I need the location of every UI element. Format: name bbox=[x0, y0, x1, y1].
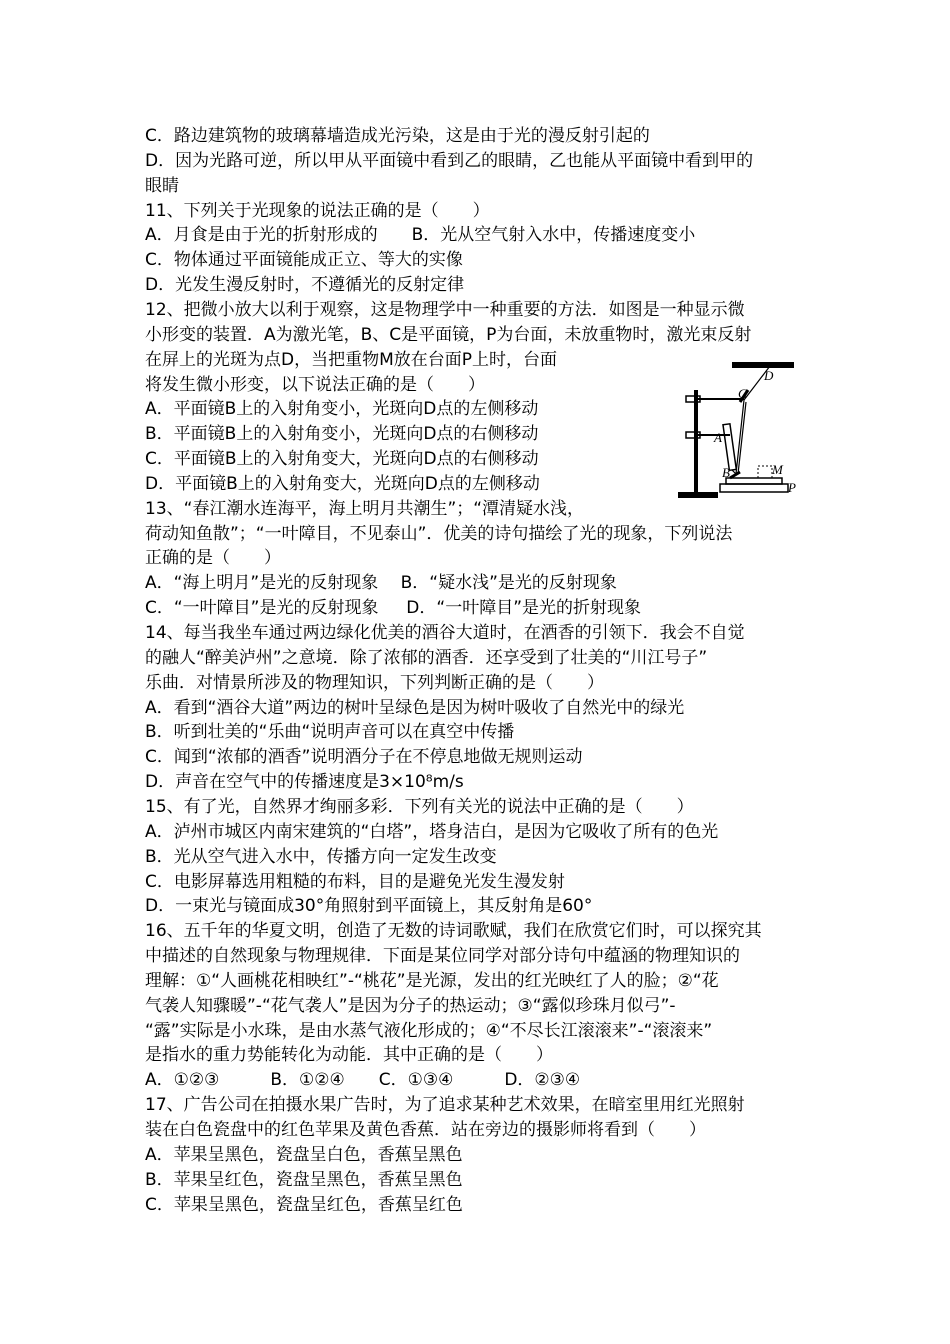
text-line: C．“一叶障目”是光的反射现象 D．“一叶障目”是光的折射现象 bbox=[145, 598, 641, 618]
text-line: A．平面镜B上的入射角变小，光斑向D点的左侧移动 bbox=[145, 399, 539, 419]
text-line: 正确的是（ ） bbox=[145, 548, 281, 568]
laser-ray-2 bbox=[738, 402, 746, 474]
text-line: 16、五千年的华夏文明，创造了无数的诗词歌赋，我们在欣赏它们时，可以探究其 bbox=[145, 921, 762, 941]
text-line: 中描述的自然现象与物理规律．下面是某位同学对部分诗句中蕴涵的物理知识的 bbox=[145, 946, 740, 966]
figure-label-a: A bbox=[714, 430, 722, 445]
text-line: B．光从空气进入水中，传播方向一定发生改变 bbox=[145, 847, 497, 867]
text-line: 气袭人知骤暖”-“花气袭人”是因为分子的热运动；③“露似珍珠月似弓”- bbox=[145, 996, 676, 1016]
text-line: B．听到壮美的“乐曲“说明声音可以在真空中传播 bbox=[145, 722, 515, 742]
table-top bbox=[726, 478, 782, 484]
text-line: C．物体通过平面镜能成正立、等大的实像 bbox=[145, 250, 463, 270]
screen-bar bbox=[732, 362, 794, 368]
text-line: 14、每当我坐车通过两边绿化优美的酒谷大道时，在酒香的引领下．我会不自觉 bbox=[145, 623, 745, 643]
text-line: 理解：①“人画桃花相映红”-“桃花”是光源，发出的红光映红了人的脸；②“花 bbox=[145, 971, 719, 991]
text-line: 小形变的装置．A为激光笔，B、C是平面镜，P为台面，未放重物时，激光束反射 bbox=[145, 325, 752, 345]
text-line: B．平面镜B上的入射角变小，光斑向D点的右侧移动 bbox=[145, 424, 539, 444]
text-line: D．平面镜B上的入射角变大，光斑向D点的左侧移动 bbox=[145, 474, 540, 494]
text-line: “露”实际是小水珠，是由水蒸气液化形成的；④“不尽长江滚滚来”-“滚滚来” bbox=[145, 1021, 713, 1041]
weight-m bbox=[758, 466, 772, 478]
text-line: C．苹果呈黑色，瓷盘呈红色，香蕉呈红色 bbox=[145, 1195, 463, 1215]
text-line: A．泸州市城区内南宋建筑的“白塔”，塔身洁白，是因为它吸收了所有的色光 bbox=[145, 822, 719, 842]
text-line: C．平面镜B上的入射角变大，光斑向D点的右侧移动 bbox=[145, 449, 539, 469]
text-line: 11、下列关于光现象的说法正确的是（ ） bbox=[145, 201, 490, 221]
figure-label-m: M bbox=[772, 462, 783, 477]
text-line: 荷动知鱼散”；“一叶障目，不见泰山”．优美的诗句描绘了光的现象，下列说法 bbox=[145, 524, 733, 544]
text-line: 13、“春江潮水连海平，海上明月共潮生”；“潭清疑水浅， bbox=[145, 499, 585, 519]
laser-apparatus-figure bbox=[660, 356, 810, 504]
text-line: A．苹果呈黑色，瓷盘呈白色，香蕉呈黑色 bbox=[145, 1145, 463, 1165]
text-line: A．月食是由于光的折射形成的 B．光从空气射入水中，传播速度变小 bbox=[145, 225, 696, 245]
text-line: 是指水的重力势能转化为动能．其中正确的是（ ） bbox=[145, 1045, 553, 1065]
table-p bbox=[720, 484, 788, 492]
laser-pen-a bbox=[723, 424, 736, 471]
text-line: 装在白色瓷盘中的红色苹果及黄色香蕉．站在旁边的摄影师将看到（ ） bbox=[145, 1120, 706, 1140]
text-line: A．“海上明月”是光的反射现象 B．“疑水浅”是光的反射现象 bbox=[145, 573, 617, 593]
stand-pole bbox=[694, 390, 698, 494]
figure-label-d: D bbox=[764, 368, 774, 383]
text-line: D．光发生漫反射时，不遵循光的反射定律 bbox=[145, 275, 465, 295]
text-line: C．电影屏幕选用粗糙的布料，目的是避免光发生漫发射 bbox=[145, 872, 565, 892]
text-line: C．闻到“浓郁的酒香”说明酒分子在不停息地做无规则运动 bbox=[145, 747, 583, 767]
text-line: 的融人“醉美泸州”之意境．除了浓郁的酒香．还享受到了壮美的“川江号子” bbox=[145, 648, 708, 668]
text-line: D．声音在空气中的传播速度是3×10⁸m/s bbox=[145, 772, 464, 792]
text-line: 在屏上的光斑为点D，当把重物M放在台面P上时，台面 bbox=[145, 350, 558, 370]
text-line: 12、把微小放大以利于观察，这是物理学中一种重要的方法．如图是一种显示微 bbox=[145, 300, 745, 320]
text-line: 将发生微小形变，以下说法正确的是（ ） bbox=[145, 375, 485, 395]
text-line: D．一束光与镜面成30°角照射到平面镜上，其反射角是60° bbox=[145, 896, 593, 916]
figure-label-c: C bbox=[738, 386, 747, 401]
text-line: 15、有了光，自然界才绚丽多彩．下列有关光的说法中正确的是（ ） bbox=[145, 797, 694, 817]
figure-label-p: P bbox=[788, 480, 796, 495]
text-line: C．路边建筑物的玻璃幕墙造成光污染，这是由于光的漫反射引起的 bbox=[145, 126, 650, 146]
text-line: A．①②③ B．①②④ C．①③④ D．②③④ bbox=[145, 1070, 581, 1090]
figure-label-b: B bbox=[722, 465, 730, 480]
text-line: B．苹果呈红色，瓷盘呈黑色，香蕉呈黑色 bbox=[145, 1170, 463, 1190]
text-line: 眼睛 bbox=[145, 176, 179, 196]
text-line: D．因为光路可逆，所以甲从平面镜中看到乙的眼睛，乙也能从平面镜中看到甲的 bbox=[145, 151, 754, 171]
text-line: A．看到“酒谷大道”两边的树叶呈绿色是因为树叶吸收了自然光中的绿光 bbox=[145, 698, 685, 718]
text-line: 乐曲．对情景所涉及的物理知识，下列判断正确的是（ ） bbox=[145, 673, 604, 693]
text-line: 17、广告公司在拍摄水果广告时，为了追求某种艺术效果，在暗室里用红光照射 bbox=[145, 1095, 745, 1115]
